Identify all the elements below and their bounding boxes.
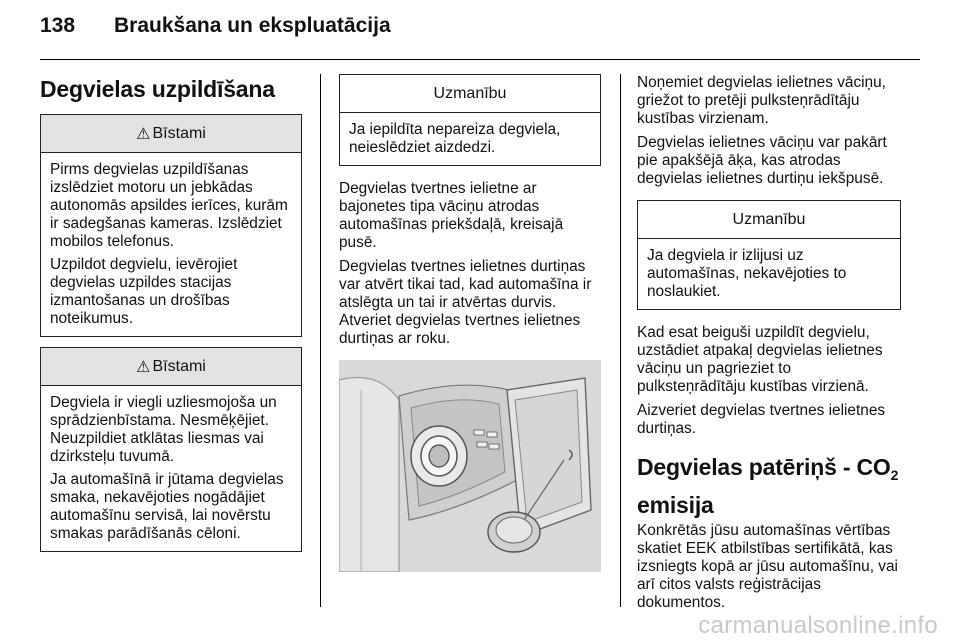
fuel-filler-illustration	[339, 360, 601, 572]
watermark: carmanualsonline.info	[698, 612, 938, 639]
section-heading: Degvielas uzpildīšana	[40, 76, 275, 102]
body-paragraph: Noņemiet degvielas ielietnes vāciņu, griežot to pretēji pulksteņrādītāju kustības virzienam.	[637, 74, 886, 127]
column-3	[637, 74, 901, 618]
warning-triangle-icon: ⚠	[136, 358, 151, 376]
warning-title: Bīstami	[152, 357, 206, 375]
column-2	[339, 74, 601, 572]
body-paragraph: Degvielas tvertnes ielietnes durtiņas var atvērt tikai tad, kad automašīna ir atslēgta un tai ir atvērtas durvis. Atveriet degvielas tvertnes ielietnes durtiņas ar roku.	[339, 258, 592, 347]
column-divider-left	[320, 74, 321, 607]
warning-box	[40, 114, 302, 337]
warning-box-body	[41, 386, 301, 551]
notice-box	[339, 74, 601, 166]
subsection-heading-tail: emisija	[637, 492, 714, 518]
notice-box-header	[638, 201, 900, 239]
warning-title: Bīstami	[152, 124, 206, 142]
warning-box-body	[41, 153, 301, 336]
body-paragraph: Degvielas ielietnes vāciņu var pakārt pie apakšējā āķa, kas atrodas degvielas ielietnes durtiņu iekšpusē.	[637, 134, 887, 187]
column-1	[40, 74, 302, 562]
subsection-heading-main: Degvielas patēriņš - CO	[637, 454, 891, 480]
column-divider-right	[620, 74, 621, 607]
subsection-heading-subscript: 2	[890, 467, 899, 483]
warning-box-header	[41, 115, 301, 153]
body-paragraph: Degvielas tvertnes ielietne ar bajonetes tipa vāciņu atrodas automašīnas priekšdaļā, kreisajā pusē.	[339, 180, 564, 251]
notice-text: Ja degviela ir izlijusi uz automašīnas, nekavējoties to noslaukiet.	[647, 247, 847, 300]
notice-title: Uzmanību	[732, 210, 806, 228]
body-paragraph: Konkrētās jūsu automašīnas vērtības skatiet EEK atbilstības sertifikātā, kas izsniegts kopā ar jūsu automašīnu, vai arī citos valsts reģistrācijas dokumentos.	[637, 522, 898, 611]
page-number: 138	[40, 14, 76, 37]
body-paragraph: Kad esat beiguši uzpildīt degvielu, uzstādiet atpakaļ degvielas ielietnes vāciņu un pagrieziet to pulksteņrādītāju kustības virzienā.	[637, 324, 883, 395]
warning-text: Ja automašīnā ir jūtama degvielas smaka, nekavējoties nogādājiet automašīnu servisā, lai novērstu smakas parādīšanās cēloni.	[50, 471, 284, 542]
page-header	[40, 14, 920, 60]
warning-box-header	[41, 348, 301, 386]
warning-text: Pirms degvielas uzpildīšanas izslēdziet motoru un jebkādas autonomās apsildes ierīces, kurām ir sadegšanas kameras. Izslēdziet mobilos telefonus.	[50, 161, 288, 250]
fuel-filler-figure	[339, 360, 601, 572]
subsection-heading	[637, 452, 901, 520]
warning-box	[40, 347, 302, 552]
warning-triangle-icon: ⚠	[136, 125, 151, 143]
notice-text: Ja iepildīta nepareiza degviela, neieslēdziet aizdedzi.	[349, 121, 561, 156]
warning-text: Uzpildot degvielu, ievērojiet degvielas uzpildes stacijas izmantošanas un drošības noteikumus.	[50, 256, 238, 327]
notice-title: Uzmanību	[433, 84, 507, 102]
body-paragraph: Aizveriet degvielas tvertnes ielietnes durtiņas.	[637, 402, 886, 437]
warning-text: Degviela ir viegli uzliesmojoša un sprādzienbīstama. Nesmēķējiet. Neuzpildiet atklātas liesmas vai dzirksteļu tuvumā.	[50, 394, 277, 465]
notice-box	[637, 200, 901, 310]
page-section-title: Braukšana un ekspluatācija	[114, 14, 391, 37]
notice-box-body	[638, 239, 900, 309]
notice-box-body	[340, 113, 600, 165]
notice-box-header	[340, 75, 600, 113]
